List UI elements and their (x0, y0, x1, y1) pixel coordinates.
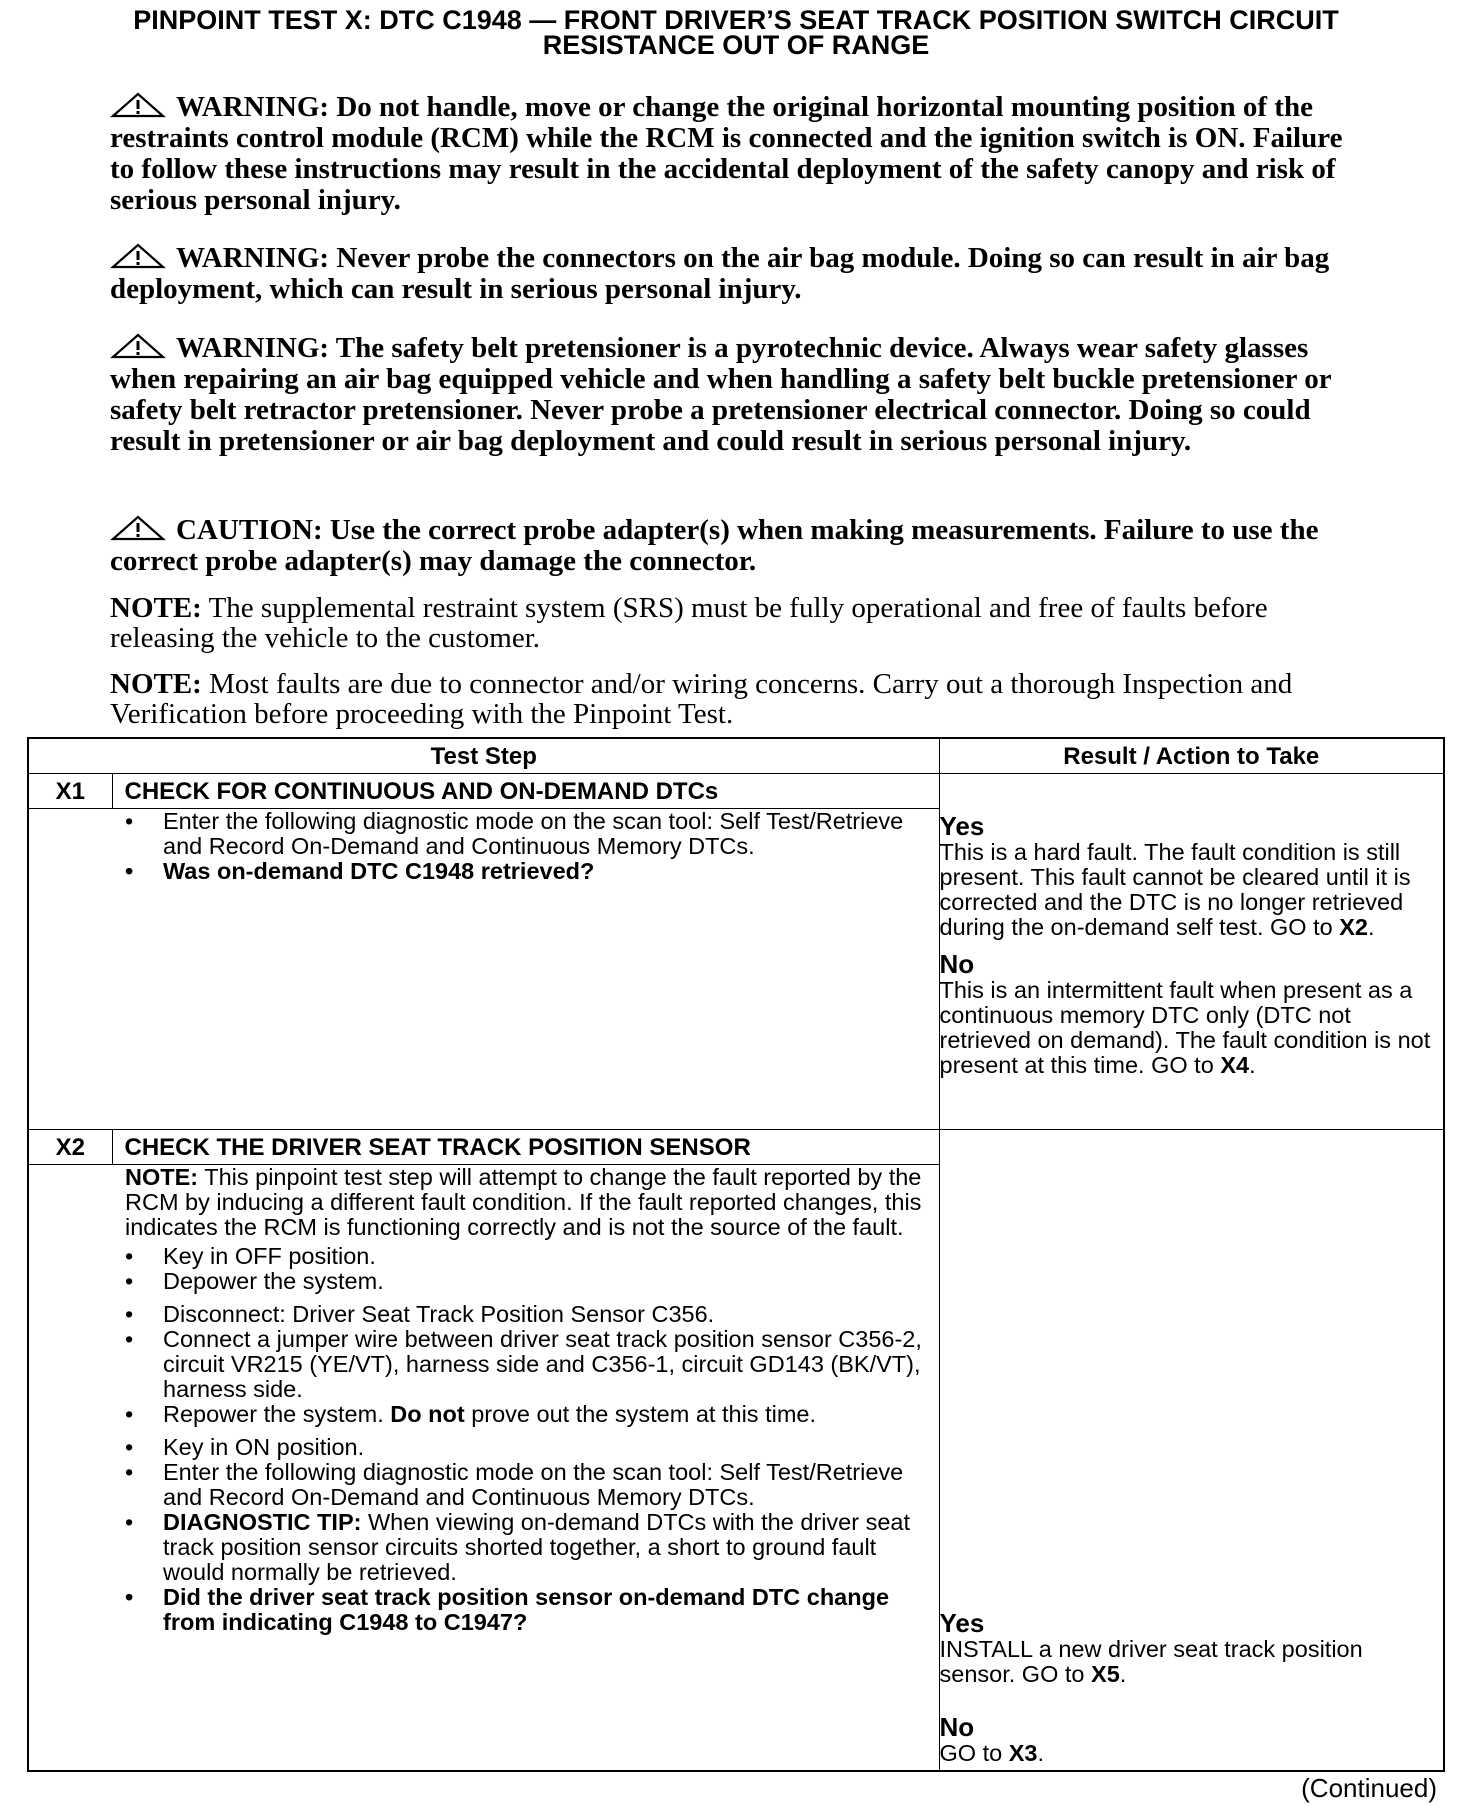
result-x2 (939, 1130, 1444, 1772)
header-result-action: Result / Action to Take (939, 738, 1444, 774)
table-header-row (28, 738, 1444, 774)
list-item: • Enter the following diagnostic mode on the scan tool: Self Test/Retrieve and Record On-Demand and Continuous Memory DTCs. (163, 1460, 939, 1510)
warning-3 (110, 333, 1360, 457)
caution-label: CAUTION: (176, 514, 323, 546)
goto-x4[interactable]: X4 (1220, 1052, 1250, 1078)
warning-label: WARNING: (176, 242, 330, 274)
warning-label: WARNING: (176, 332, 330, 364)
warning-triangle-icon (110, 515, 166, 541)
caution (110, 515, 1360, 577)
result-yes-label: Yes (939, 1608, 985, 1638)
warning-label: WARNING: (176, 91, 330, 123)
step-heading-x2: CHECK THE DRIVER SEAT TRACK POSITION SENSOR (112, 1130, 939, 1165)
note-2 (110, 669, 1360, 729)
warning-2 (110, 243, 1360, 305)
step-id-x2: X2 (28, 1130, 112, 1165)
goto-x5[interactable]: X5 (1091, 1661, 1120, 1687)
step-x2-heading-row (28, 1130, 1444, 1165)
warning-text: The safety belt pretensioner is a pyrotechnic device. Always wear safety glasses when repairing an air bag equipped vehicle and when handling a safety belt buckle pretensioner or safety belt retractor pretensioner. Never probe a pretensioner electrical connector. Doing so could result in pretensioner or air bag deployment and could result in serious personal injury. (110, 332, 1332, 457)
list-item: • Disconnect: Driver Seat Track Position Sensor C356. (163, 1302, 939, 1327)
note-label: NOTE: (110, 668, 202, 700)
note-label: NOTE: (110, 592, 202, 624)
warning-text: Do not handle, move or change the original horizontal mounting position of the restraints control module (RCM) while the RCM is connected and the ignition switch is ON. Failure to follow these instructions may result in the accidental deployment of the safety canopy and risk of serious personal injury. (110, 91, 1343, 216)
result-no-label: No (939, 1712, 975, 1742)
header-test-step: Test Step (28, 738, 939, 774)
note-text: Most faults are due to connector and/or wiring concerns. Carry out a thorough Inspection and Verification before proceeding with the Pinpoint Test. (110, 668, 1293, 730)
step-body-x1 (28, 809, 939, 1130)
result-x1 (939, 774, 1444, 1130)
list-item: • Depower the system. (163, 1269, 939, 1294)
list-item: • Did the driver seat track position sensor on-demand DTC change from indicating C1948 to C1947? (163, 1585, 939, 1635)
list-item: • Key in ON position. (163, 1435, 939, 1460)
step-note-label: NOTE: (125, 1164, 199, 1190)
note-text: The supplemental restraint system (SRS) must be fully operational and free of faults before releasing the vehicle to the customer. (110, 592, 1268, 654)
warning-triangle-icon (110, 243, 166, 269)
goto-x3[interactable]: X3 (1008, 1740, 1038, 1766)
title-line-2: RESISTANCE OUT OF RANGE (542, 30, 930, 60)
note-1 (110, 593, 1360, 653)
result-yes-text: This is a hard fault. The fault condition is still present. This fault cannot be cleared until it is corrected and the DTC is no longer retrieved during the on-demand self test. GO to X2. (939, 839, 1411, 940)
warning-text: Never probe the connectors on the air bag module. Doing so can result in air bag deployment, which can result in serious personal injury. (110, 242, 1330, 305)
list-item: • Enter the following diagnostic mode on the scan tool: Self Test/Retrieve and Record On-Demand and Continuous Memory DTCs. (163, 809, 939, 859)
list-item: • Was on-demand DTC C1948 retrieved? (163, 859, 939, 884)
title-line-1: PINPOINT TEST X: DTC C1948 — FRONT DRIVER’S SEAT TRACK POSITION SWITCH CIRCUIT (133, 5, 1339, 35)
list-item: • DIAGNOSTIC TIP: When viewing on-demand DTCs with the driver seat track position sensor circuits shorted together, a short to ground fault would normally be retrieved. (163, 1510, 939, 1585)
continued-label: (Continued) (1301, 1773, 1437, 1803)
warning-triangle-icon (110, 92, 166, 118)
step-note-text: This pinpoint test step will attempt to change the fault reported by the RCM by inducing a different fault condition. If the fault reported changes, this indicates the RCM is functioning correctly and is not the source of the fault. (125, 1164, 922, 1240)
result-no-text: This is an intermittent fault when present as a continuous memory DTC only (DTC not retrieved on demand). The fault condition is not present at this time. GO to X4. (939, 977, 1431, 1078)
result-yes-label: Yes (939, 811, 985, 841)
page-title (28, 5, 1444, 60)
result-no-label: No (939, 949, 975, 979)
step-id-x1: X1 (28, 774, 112, 809)
result-no-text: GO to X3. (939, 1740, 1044, 1766)
step-note (125, 1165, 939, 1240)
goto-x2[interactable]: X2 (1339, 914, 1368, 940)
step-x1-heading-row (28, 774, 1444, 809)
pinpoint-test-table (27, 737, 1445, 1772)
list-item: • Key in OFF position. (163, 1244, 939, 1269)
caution-text: Use the correct probe adapter(s) when making measurements. Failure to use the correct probe adapter(s) may damage the connector. (110, 514, 1319, 577)
warning-triangle-icon (110, 333, 166, 359)
result-yes-text: INSTALL a new driver seat track position sensor. GO to X5. (939, 1636, 1363, 1687)
list-item: • Connect a jumper wire between driver seat track position sensor C356-2, circuit VR215 (YE/VT), harness side and C356-1, circuit GD143 (BK/VT), harness side. (163, 1327, 939, 1402)
step-heading-x1: CHECK FOR CONTINUOUS AND ON-DEMAND DTCs (112, 774, 939, 809)
step-body-x2 (28, 1165, 939, 1772)
warning-1 (110, 92, 1360, 216)
list-item: • Repower the system. Do not prove out the system at this time. (163, 1402, 939, 1427)
